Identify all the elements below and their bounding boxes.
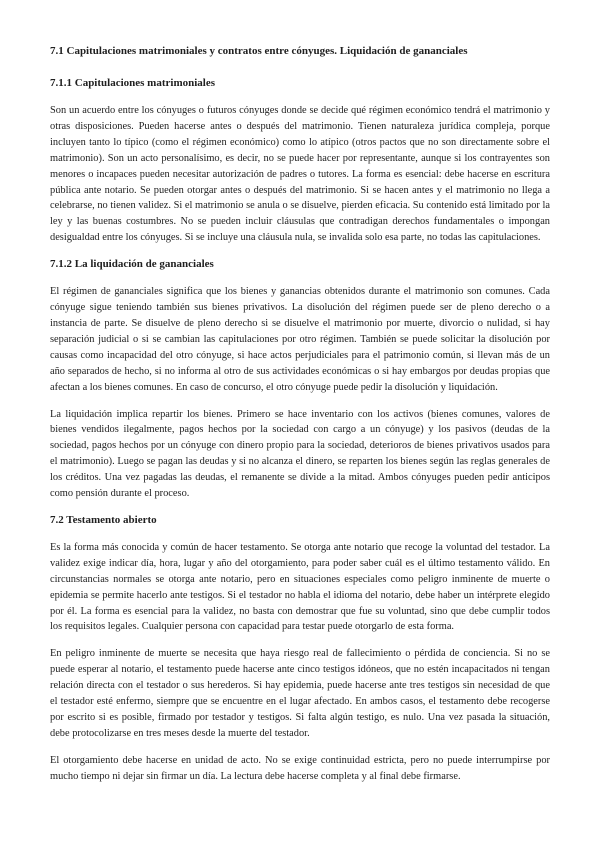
paragraph-capitulaciones: Son un acuerdo entre los cónyuges o futuros cónyuges donde se decide qué régimen económico tendrá el matrimonio y otras disposiciones. Pueden hacerse antes o después del matrimonio. Tienen naturaleza jurídica compleja, porque incluyen tanto lo típico (como el régimen económico) como lo atípico (otros pactos que no son directamente sobre el matrimonio). Son un acto personalísimo, es decir, no se puede hacer por representante, aunque si los contrayentes son menores o incapaces pueden necesitar autorización de padres o tutores. La forma es esencial: debe hacerse en escritura pública ante notario. Se pueden otorgar antes o después del matrimonio. Si se hacen antes y el matrimonio no llega a celebrarse, no tienen validez. Si el matrimonio se anula o se disuelve, pierden eficacia. Su contenido está limitado por la ley y las buenas costumbres. No se pueden incluir cláusulas que contradigan derechos fundamentales o impongan desigualdad entre los cónyuges. Si se incluye una cláusula nula, se invalida solo esa parte, no todas las capitulaciones. (50, 105, 550, 244)
section-title-7-1: 7.1 Capitulaciones matrimoniales y contratos entre cónyuges. Liquidación de gananciales (50, 45, 468, 57)
paragraph-testamento-1: Es la forma más conocida y común de hacer testamento. Se otorga ante notario que recoge la voluntad del testador. La validez exige indicar día, hora, lugar y año del otorgamiento, para poder saber cuál es el último testamento válido. En circunstancias normales se otorga ante notario, pero en situaciones especiales como peligro inminente de muerte o epidemia se permite hacerlo ante testigos. Si el testador no habla el idioma del notario, debe haber un intérprete elegido por él. La forma es esencial para la validez, no basta con demostrar que fue su voluntad, sino que debe cumplir todos los requisitos legales. Cualquier persona con capacidad para testar puede otorgarlo de esta forma. (50, 541, 550, 633)
section-title-7-2: 7.2 Testamento abierto (50, 513, 157, 526)
section-title-7-1-2: 7.1.2 La liquidación de gananciales (50, 258, 214, 271)
paragraph-gananciales-2: La liquidación implica repartir los bienes. Primero se hace inventario con los activos (bienes comunes, valores de bienes vendidos ilegalmente, pagos hechos por la sociedad con cargo a un cónyuge) y los pasivos (deudas de la sociedad, pagos hechos por un cónyuge con dinero propio para la sociedad, deterioros de bienes privativos usados para el matrimonio). Luego se pagan las deudas y si no alcanza el dinero, se reparten los bienes según las reglas generales de los créditos. Una vez pagadas las deudas, el remanente se divide a la mitad. Ambos cónyuges pueden pedir anticipos como pensión durante el proceso. (50, 408, 550, 500)
section-title-7-1-1: 7.1.1 Capitulaciones matrimoniales (50, 77, 215, 89)
paragraph-testamento-2: En peligro inminente de muerte se necesita que haya riesgo real de fallecimiento o pérdida de conciencia. Si no se puede esperar al notario, el testamento puede hacerse ante cinco testigos idóneos, que no estén incapacitados ni tengan relación directa con el testador o sus herederos. Si hay epidemia, puede hacerse ante tres testigos sin necesidad de que el testador esté enfermo, siempre que se encuentre en el lugar afectado. En ambos casos, el testamento debe recogerse por escrito si es posible, firmado por testador y testigos. Si falta algún testigo, es nulo. Una vez pasada la situación, debe protocolizarse en tres meses desde la muerte del testador. (50, 648, 550, 739)
paragraph-testamento-3: El otorgamiento debe hacerse en unidad de acto. No se exige continuidad estricta, pero no puede interrumpirse por mucho tiempo ni dejar sin firmar un día. La lectura debe hacerse completa y al final debe firmarse. (50, 754, 550, 782)
paragraph-gananciales-1: El régimen de gananciales significa que los bienes y ganancias obtenidos durante el matrimonio son comunes. Cada cónyuge sigue teniendo también sus bienes privativos. La disolución del régimen puede ser de pleno derecho o a instancia de parte. Se disuelve de pleno derecho si se disuelve el matrimonio por muerte, divorcio o nulidad, si hay separación judicial o si se cambian las capitulaciones por otro régimen. También se puede solicitar la disolución por causas como incapacidad del otro cónyuge, si hace actos perjudiciales para el patrimonio común, si llevan más de un año separados de hecho, si no informa al otro de sus actividades económicas o si hay embargos por deudas propias que afectan a los bienes comunes. En caso de concurso, el otro cónyuge puede pedir la disolución y liquidación. (50, 286, 550, 393)
